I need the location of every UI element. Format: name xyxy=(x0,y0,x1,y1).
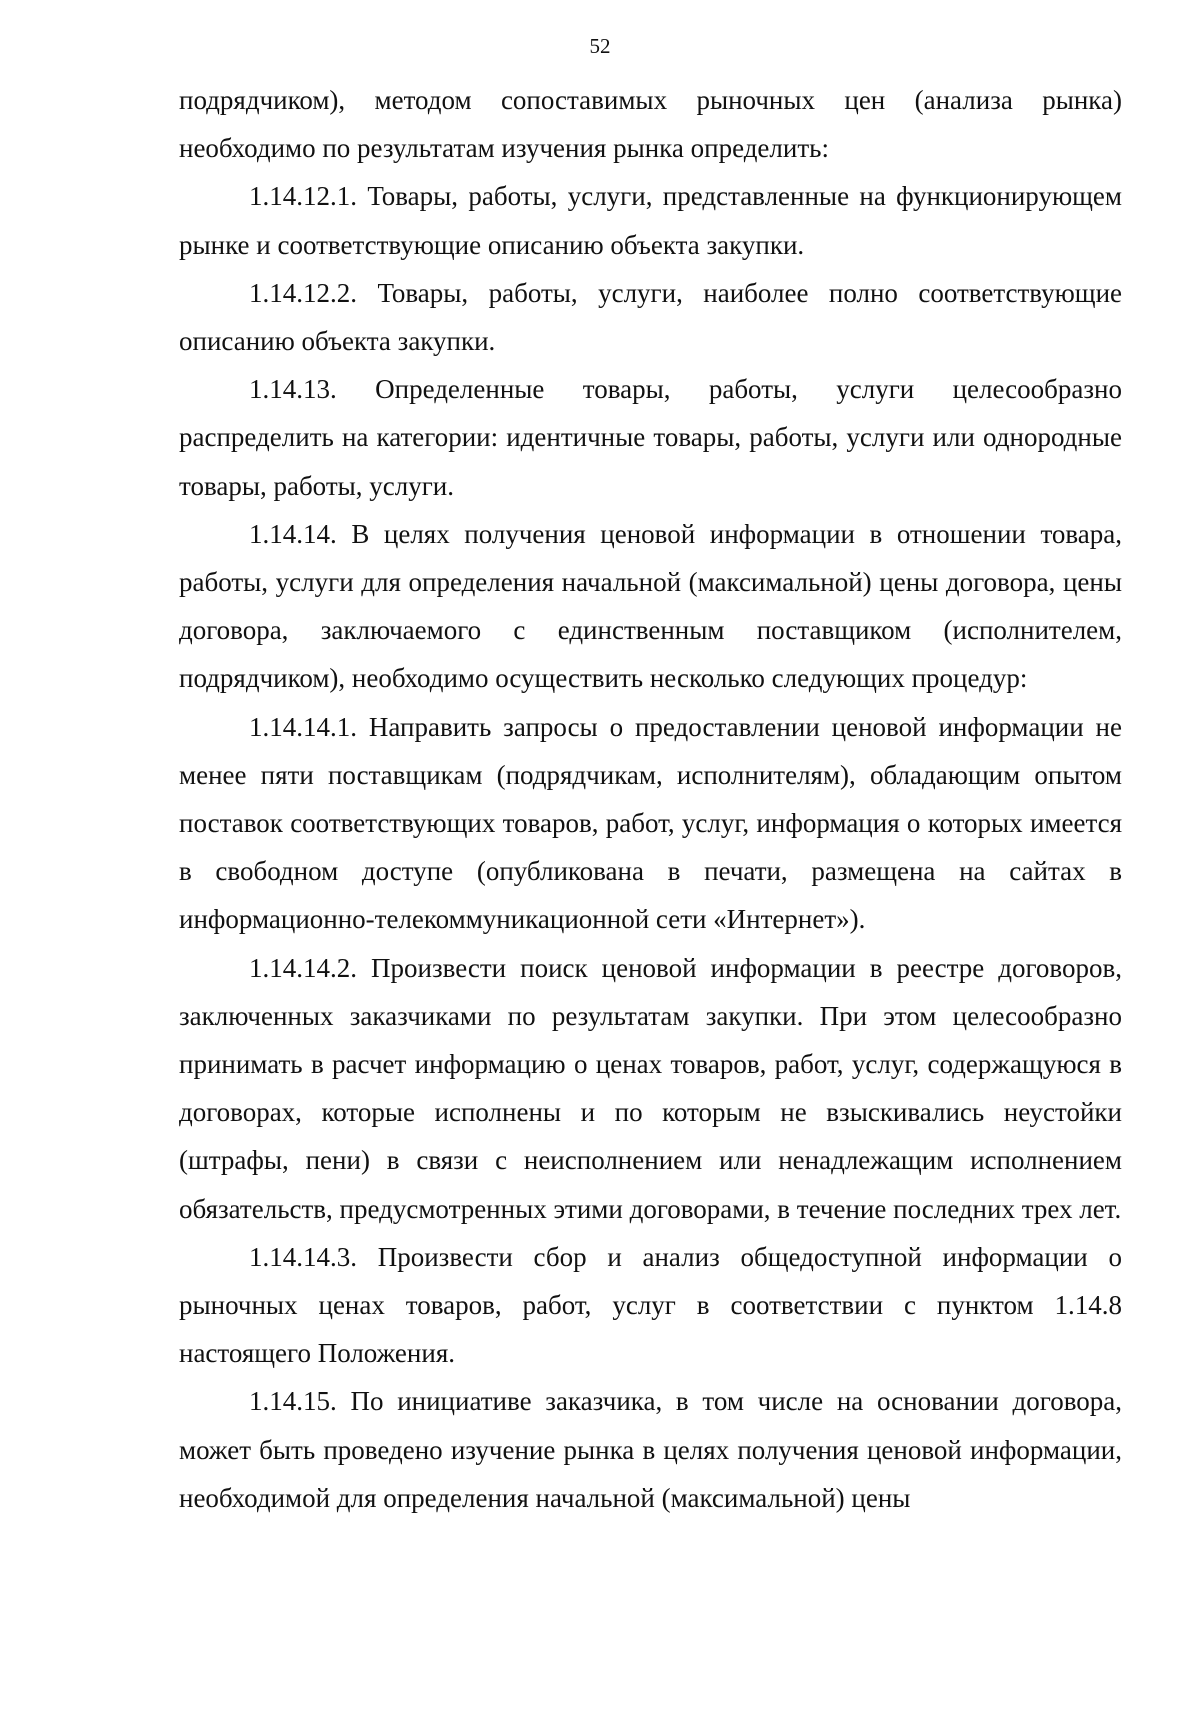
paragraph-1-14-14: 1.14.14. В целях получения ценовой информации в отношении товара, работы, услуги для определения начальной (максимальной) цены договора, цены договора, заключаемого с единственным поставщиком (исполнителем, подрядчиком), необходимо осуществить несколько следующих процедур: xyxy=(179,518,1122,694)
paragraph-continuation: подрядчиком), методом сопоставимых рыночных цен (анализа рынка) необходимо по результатам изучения рынка определить: xyxy=(179,85,1122,164)
paragraph-1-14-14-3: 1.14.14.3. Произвести сбор и анализ общедоступной информации о рыночных ценах товаров, работ, услуг в соответствии с пунктом 1.14.8 настоящего Положения. xyxy=(179,1241,1122,1369)
paragraph-1-14-14-2: 1.14.14.2. Произвести поиск ценовой информации в реестре договоров, заключенных заказчиками по результатам закупки. При этом целесообразно принимать в расчет информацию о ценах товаров, работ, услуг, содержащуюся в договорах, которые исполнены и по которым не взыскивались неустойки (штрафы, пени) в связи с неисполнением или ненадлежащим исполнением обязательств, предусмотренных этими договорами, в течение последних трех лет. xyxy=(179,952,1122,1224)
paragraph-1-14-12-1: 1.14.12.1. Товары, работы, услуги, представленные на функционирующем рынке и соответствующие описанию объекта закупки. xyxy=(179,181,1122,260)
paragraph-1-14-13: 1.14.13. Определенные товары, работы, услуги целесообразно распределить на категории: идентичные товары, работы, услуги или однородные товары, работы, услуги. xyxy=(179,374,1122,501)
paragraph-1-14-15: 1.14.15. По инициативе заказчика, в том числе на основании договора, может быть проведено изучение рынка в целях получения ценовой информации, необходимой для определения начальной (максимальной) цены xyxy=(179,1386,1122,1513)
paragraph-1-14-12-2: 1.14.12.2. Товары, работы, услуги, наиболее полно соответствующие описанию объекта закупки. xyxy=(179,277,1122,357)
page-number: 52 xyxy=(589,34,611,58)
paragraph-1-14-14-1: 1.14.14.1. Направить запросы о предоставлении ценовой информации не менее пяти поставщикам (подрядчикам, исполнителям), обладающим опытом поставок соответствующих товаров, работ, услуг, информация о которых имеется в свободном доступе (опубликована в печати, размещена на сайтах в информационно-телекоммуникационной сети «Интернет»). xyxy=(179,711,1122,935)
document-body xyxy=(179,76,1122,1522)
